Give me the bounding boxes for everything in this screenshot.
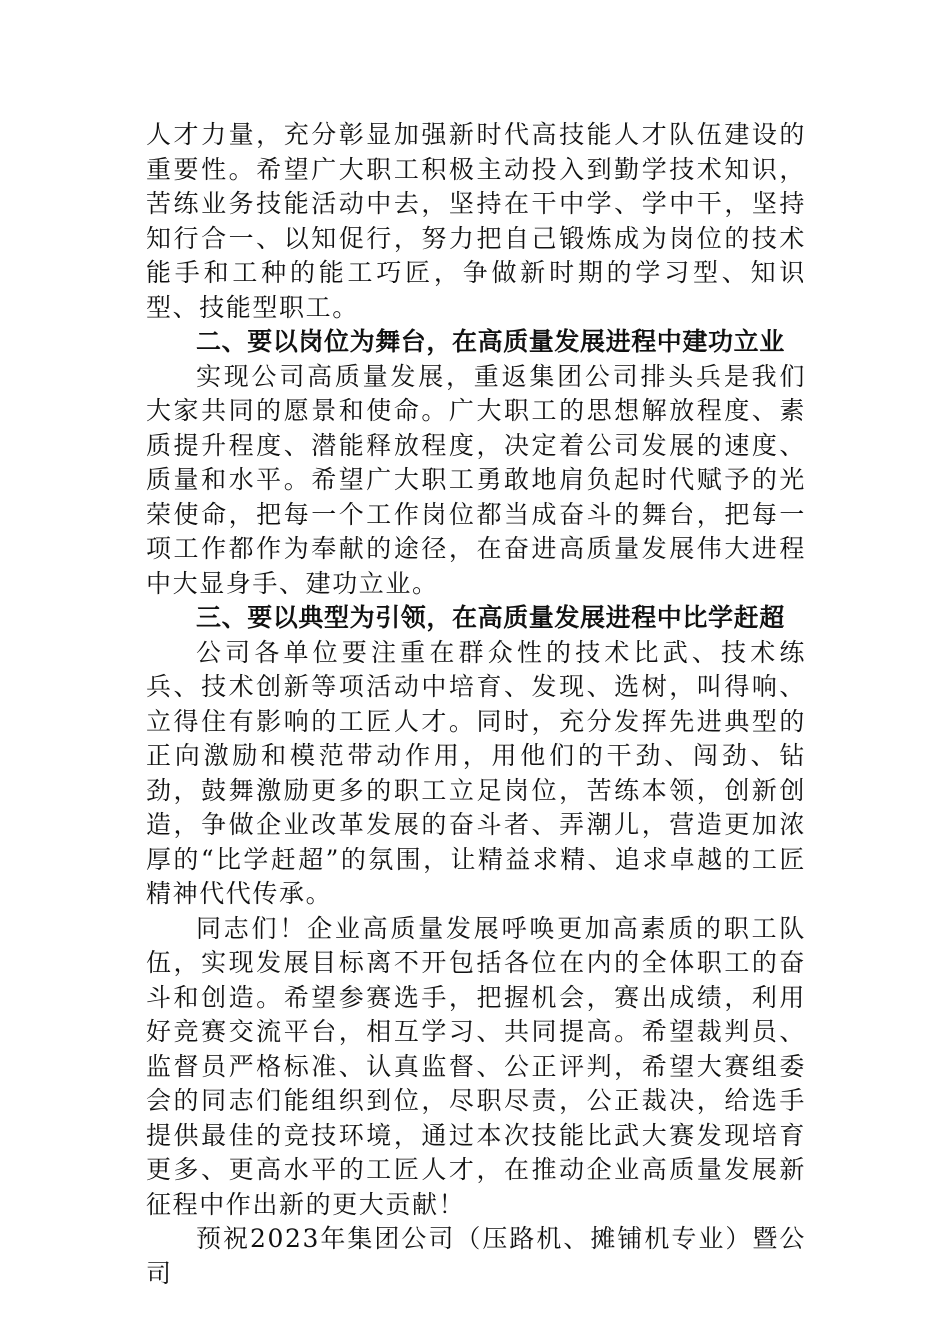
paragraph-closing: 预祝2023年集团公司（压路机、摊铺机专业）暨公司 — [146, 1224, 806, 1288]
section-heading-2: 二、要以岗位为舞台，在高质量发展进程中建功立业 — [196, 327, 785, 356]
section-heading-3: 三、要以典型为引领，在高质量发展进程中比学赶超 — [196, 603, 785, 632]
paragraph-section-2: 实现公司高质量发展，重返集团公司排头兵是我们大家共同的愿景和使命。广大职工的思想解放程度、素质提升程度、潜能释放程度，决定着公司发展的速度、质量和水平。希望广大职工勇敢地肩负起时代赋予的光荣使命，把每一个工作岗位都当成奋斗的舞台，把每一项工作都作为奉献的途径，在奋进高质量发展伟大进程中大显身手、建功立业。 — [146, 361, 806, 598]
paragraph-section-3: 公司各单位要注重在群众性的技术比武、技术练兵、技术创新等项活动中培育、发现、选树，叫得响、立得住有影响的工匠人才。同时，充分发挥先进典型的正向激励和模范带动作用，用他们的干劲、闯劲、钻劲，鼓舞激励更多的职工立足岗位，苦练本领，创新创造，争做企业改革发展的奋斗者、弄潮儿，营造更加浓厚的“比学赶超”的氛围，让精益求精、追求卓越的工匠精神代代传承。 — [146, 637, 806, 908]
paragraph-continuation: 人才力量，充分彰显加强新时代高技能人才队伍建设的重要性。希望广大职工积极主动投入到勤学技术知识，苦练业务技能活动中去，坚持在干中学、学中干，坚持知行合一、以知促行，努力把自己锻炼成为岗位的技术能手和工种的能工巧匠，争做新时期的学习型、知识型、技能型职工。 — [146, 120, 806, 322]
paragraph-comrades: 同志们！企业高质量发展呼唤更加高素质的职工队伍，实现发展目标离不开包括各位在内的全体职工的奋斗和创造。希望参赛选手，把握机会，赛出成绩，利用好竞赛交流平台，相互学习、共同提高。希望裁判员、监督员严格标准、认真监督、公正评判，希望大赛组委会的同志们能组织到位，尽职尽责，公正裁决，给选手提供最佳的竞技环境，通过本次技能比武大赛发现培育更多、更高水平的工匠人才，在推动企业高质量发展新征程中作出新的更大贡献！ — [146, 913, 806, 1219]
document-body — [146, 118, 806, 1291]
